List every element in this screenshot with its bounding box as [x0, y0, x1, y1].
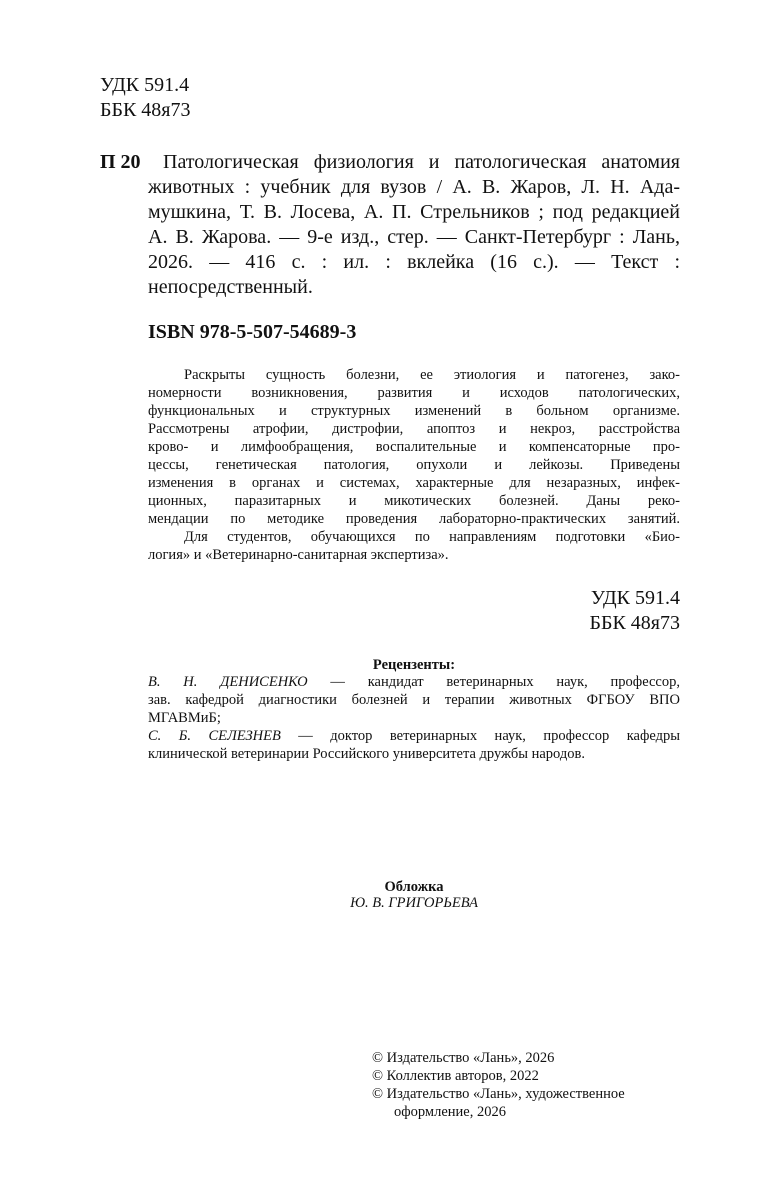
udk-bottom: УДК 591.4 — [590, 587, 680, 609]
annotation-line: ционных, паразитарных и микотических болезней. Даны реко- — [148, 493, 680, 509]
citation-first-line — [163, 150, 680, 175]
citation-body — [148, 175, 680, 300]
copyright-line: оформление, 2026 — [394, 1104, 506, 1120]
reviewer-line: клинической ветеринарии Российского университета дружбы народов. — [148, 746, 585, 762]
annotation-line: изменения в органах и системах, характерные для незаразных, инфек- — [148, 475, 680, 491]
reviewer-credentials: — доктор ветеринарных наук, профессор кафедры — [280, 728, 680, 744]
annotation-line: цессы, генетическая патология, опухоли и лейкозы. Приведены — [148, 457, 680, 473]
reviewer-1-line — [148, 673, 680, 691]
annotation — [148, 366, 680, 564]
reviewer-line: МГАВМиБ; — [148, 710, 221, 726]
audience-line: Для студентов, обучающихся по направлениям подготовки «Био- — [184, 529, 680, 545]
citation-line: Патологическая физиология и патологическая анатомия — [163, 151, 680, 173]
bbk-bottom: ББК 48я73 — [589, 612, 680, 634]
citation-label: П 20 — [100, 151, 141, 173]
annotation-line: номерности возникновения, развития и исходов патологических, — [148, 385, 680, 401]
annotation-line: Раскрыты сущность болезни, ее этиология и патогенез, зако- — [184, 367, 680, 383]
copyright — [372, 1049, 625, 1121]
annotation-line: функциональных и структурных изменений в больном организме. — [148, 403, 680, 419]
reviewer-name: С. Б. СЕЛЕЗНЕВ — [148, 728, 281, 744]
copyright-line: © Издательство «Лань», 2026 — [372, 1050, 555, 1066]
reviewer-credentials: — кандидат ветеринарных наук, профессор, — [307, 674, 680, 690]
reviewer-line: зав. кафедрой диагностики болезней и терапии животных ФГБОУ ВПО — [148, 692, 680, 708]
copyright-line: © Издательство «Лань», художественное — [372, 1086, 625, 1102]
udk-top: УДК 591.4 — [100, 74, 190, 96]
citation-line: мушкина, Т. В. Лосева, А. П. Стрельников ; под редакцией — [148, 201, 680, 223]
reviewer-name: В. Н. ДЕНИСЕНКО — [148, 674, 308, 690]
reviewers-title: Рецензенты: — [372, 657, 456, 673]
cover-title: Обложка — [384, 879, 444, 895]
isbn: ISBN 978-5-507-54689-3 — [148, 321, 357, 343]
annotation-line: крово- и лимфообращения, воспалительные и компенсаторные про- — [148, 439, 680, 455]
citation-line: животных : учебник для вузов / А. В. Жаров, Л. Н. Ада- — [148, 176, 680, 198]
copyright-line: © Коллектив авторов, 2022 — [372, 1068, 539, 1084]
bbk-top: ББК 48я73 — [100, 99, 191, 121]
citation-line: 2026. — 416 с. : ил. : вклейка (16 с.). — Текст : — [148, 251, 680, 273]
citation-line: непосредственный. — [148, 276, 313, 298]
cover-author: Ю. В. ГРИГОРЬЕВА — [350, 895, 478, 911]
classification — [480, 586, 680, 636]
reviewers-list — [148, 673, 680, 763]
annotation-line: мендации по методике проведения лабораторно-практических занятий. — [148, 511, 680, 527]
reviewer-2-line — [148, 727, 680, 745]
citation-line: А. В. Жарова. — 9-е изд., стер. — Санкт-Петербург : Лань, — [148, 226, 680, 248]
audience-line: логия» и «Ветеринарно-санитарная экспертиза». — [148, 547, 449, 563]
annotation-line: Рассмотрены атрофии, дистрофии, апоптоз и некроз, расстройства — [148, 421, 680, 437]
